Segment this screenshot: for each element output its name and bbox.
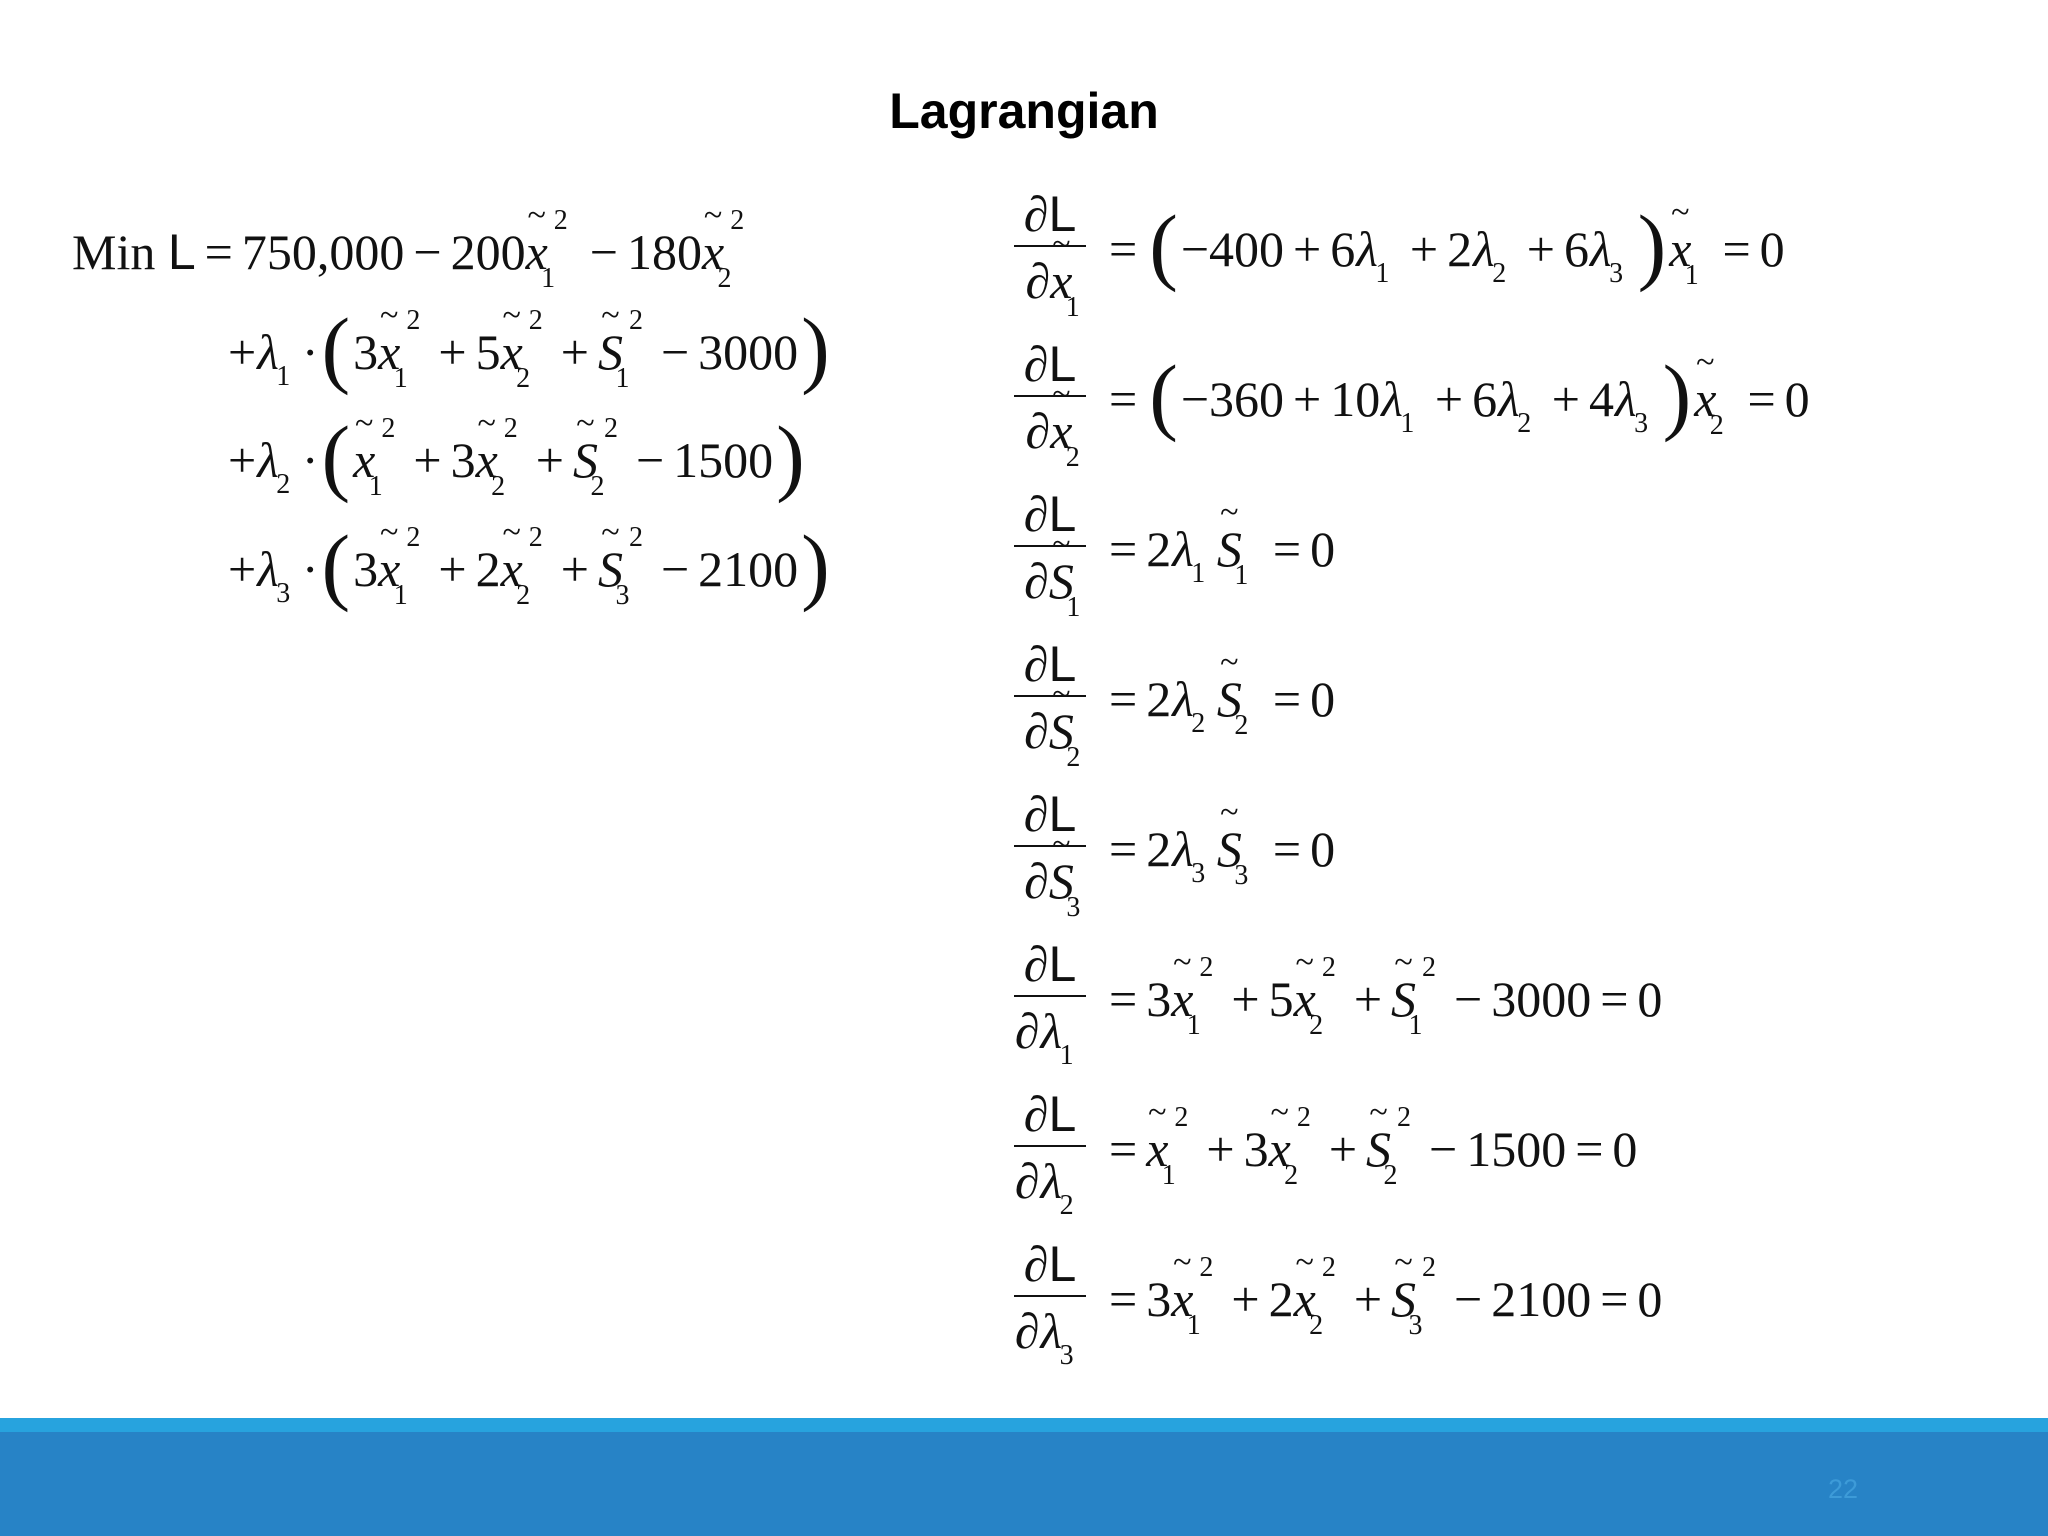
footer-accent-line	[0, 1418, 2048, 1432]
d8-k: 2100	[1491, 1271, 1592, 1328]
d2-c: 6	[1472, 371, 1498, 428]
d1-b: 6	[1330, 221, 1356, 278]
coef-x1: 200	[450, 224, 526, 280]
coef-x2: 180	[626, 224, 702, 280]
lagrangian-line-2: + λ 1 · ( 3 ~ x 1 2 + 5 ~ x 2 2 + ~ S 1 2 − 3000 )	[228, 318, 833, 387]
d1-a: 400	[1209, 221, 1285, 278]
lagrangian-line-3: + λ 2 · ( ~ x 1 2 + 3 ~ x 2 2 + ~ S 2 2 − 1500 )	[228, 426, 808, 495]
d5-coef: 2	[1146, 821, 1172, 878]
deriv-lambda2: ∂L ∂λ 2 = ~ x 1 2 + 3 ~ x 2 2 + ~ S 2 2 − 1500 = 0	[1014, 1088, 1637, 1211]
c2-k: 1500	[673, 432, 774, 489]
c3-k: 2100	[698, 541, 799, 598]
c3-a: 3	[353, 541, 379, 598]
c2-b: 3	[450, 432, 476, 489]
d1-d: 6	[1563, 221, 1589, 278]
c1-k: 3000	[698, 324, 799, 381]
d4-coef: 2	[1146, 671, 1172, 728]
deriv-x1: ∂L ∂~ x 1 = ( − 400 + 6 λ 1 + 2 λ 2 + 6 λ 3 ) ~ x 1 = 0	[1014, 188, 1785, 311]
deriv-lambda1: ∂L ∂λ 1 = 3 ~ x 1 2 + 5 ~ x 2 2 + ~ S 1 2 − 3000 = 0	[1014, 938, 1662, 1061]
d6-k: 3000	[1491, 971, 1592, 1028]
lagrangian-symbol: L	[167, 224, 196, 280]
deriv-s3: ∂L ∂~ S 3 = 2 λ 3 ~ S 3 = 0	[1014, 788, 1335, 911]
lagrangian-line-1: Min L = 750,000 − 200 ~ x 1 2 − 180 ~ x 2 2	[72, 223, 726, 281]
d7-k: 1500	[1466, 1121, 1567, 1178]
page-number: 22	[1828, 1474, 1859, 1504]
deriv-s1: ∂L ∂~ S 1 = 2 λ 1 ~ S 1 = 0	[1014, 488, 1335, 611]
c3-b: 2	[475, 541, 501, 598]
d2-b: 10	[1330, 371, 1381, 428]
min-label: Min	[72, 224, 156, 280]
d1-c: 2	[1447, 221, 1473, 278]
lagrangian-line-4: + λ 3 · ( 3 ~ x 1 2 + 2 ~ x 2 2 + ~ S 3 2 − 2100 )	[228, 535, 833, 604]
slide-title: Lagrangian	[889, 83, 1159, 139]
c1-a: 3	[353, 324, 379, 381]
deriv-s2: ∂L ∂~ S 2 = 2 λ 2 ~ S 2 = 0	[1014, 638, 1335, 761]
d3-coef: 2	[1146, 521, 1172, 578]
c1-b: 5	[475, 324, 501, 381]
d2-a: 360	[1209, 371, 1285, 428]
footer-bar	[0, 1432, 2048, 1536]
constant-term: 750,000	[241, 224, 405, 280]
deriv-lambda3: ∂L ∂λ 3 = 3 ~ x 1 2 + 2 ~ x 2 2 + ~ S 3 2 − 2100 = 0	[1014, 1238, 1662, 1361]
d2-d: 4	[1588, 371, 1614, 428]
deriv-x2: ∂L ∂~ x 2 = ( − 360 + 10 λ 1 + 6 λ 2 + 4 λ 3 ) ~ x 2 = 0	[1014, 338, 1810, 461]
